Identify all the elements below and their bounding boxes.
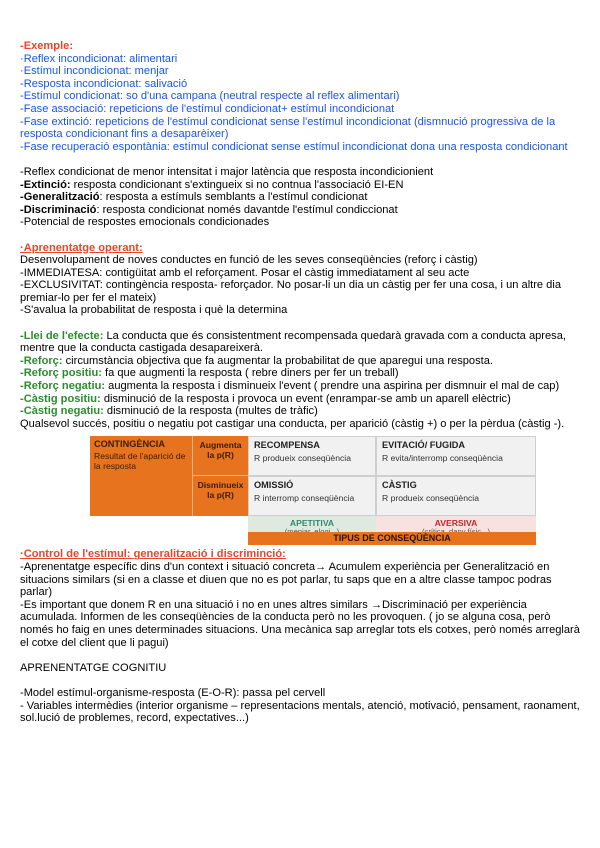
cognitiu-heading: APRENENTATGE COGNITIU — [20, 661, 167, 674]
definition: : resposta condicionat només davantde l'estímul condiccionat — [96, 203, 398, 216]
definition: disminució de la resposta (multes de tràfic) — [103, 405, 318, 418]
reforc-positiu — [20, 367, 586, 380]
example-item: -Fase recuperació espontània: estímul condicionat sense estímul incondicionat dona una resposta condicionant — [20, 140, 568, 153]
example-item: -Estímul condicionat: so d'una campana (neutral respecte al reflex alimentari) — [20, 90, 400, 103]
term: -Càstig negatiu: — [20, 405, 104, 418]
control-heading: ·Control de l'estímul: generalització i discriminció: — [20, 548, 286, 561]
recompensa-desc: R produeix conseqüència — [254, 453, 351, 464]
recompensa-cell — [248, 436, 376, 476]
definition: disminució de la resposta i provoca un event (enrampar-se amb un aparell elèctric) — [100, 392, 511, 405]
document-page — [20, 40, 586, 725]
cognitiu-line: -Model estímul-organisme-resposta (E-O-R): passa pel cervell — [20, 686, 326, 699]
disminueix-cell: Disminueix la p(R) — [192, 476, 248, 516]
classical-note-discriminacio — [20, 204, 586, 217]
definition: augmenta la resposta i disminueix l'event ( prendre una aspirina per dismnuir el mal de cap) — [105, 380, 560, 393]
operant-heading: ·Aprenentatge operant: — [20, 241, 143, 254]
classical-note-generalitzacio — [20, 191, 586, 204]
classical-note: -Potencial de respostes emocionals condicionades — [20, 216, 270, 229]
omissio-title: OMISSIÓ — [254, 480, 294, 491]
control-line: -Es important que donem R en una situació i no en unes altres similars →Discriminació per experiència acumulada. Informen de les conseqüències de la conducta però no les provoquen. ( jo se alguna cosa, però només ho faig en unes determinades situacions. Una mecànica sap arreglar tots els cotxes, però només arreglarà el cotxe del client que li pagui) — [20, 598, 580, 649]
example-item: ·Reflex incondicionat: alimentari — [20, 52, 178, 65]
example-item: -Fase associació: repeticions de l'estímul condicionat+ estímul incondicionat — [20, 102, 395, 115]
llei-efecte — [20, 330, 586, 355]
term: -Extinció: — [20, 178, 71, 191]
omissio-cell — [248, 476, 376, 516]
definition: fa que augmenti la resposta ( rebre diners per fer un treball) — [101, 367, 399, 380]
castig-title: CÀSTIG — [382, 480, 417, 491]
apetitiva-title: APETITIVA — [289, 518, 335, 529]
castig-positiu — [20, 393, 586, 406]
term: -Llei de l'efecte: — [20, 329, 104, 342]
contingencia-cell — [90, 436, 192, 516]
definition: circumstància objectiva que fa augmentar la probabilitat de que aparegui una resposta. — [62, 354, 493, 367]
classical-note: -Reflex condicionat de menor intensitat i major latència que resposta incondicionient — [20, 165, 434, 178]
evitacio-title: EVITACIÓ/ FUGIDA — [382, 440, 466, 451]
cognitiu-line: - Variables intermèdies (interior organisme – representacions mentals, atenció, motivació, pensament, raonament, sol.lució de problemes, record, expectatives...) — [20, 699, 580, 725]
tipus-consequencia-bar: TIPUS DE CONSEQÜÈNCIA — [248, 532, 536, 545]
recompensa-title: RECOMPENSA — [254, 440, 320, 451]
term: -Discriminació — [20, 203, 97, 216]
term: -Reforç: — [20, 354, 63, 367]
consequence-table-figure — [20, 436, 586, 544]
operant-line: -IMMEDIATESA: contigüitat amb el reforçament. Posar el càstig immediatament al seu acte — [20, 266, 470, 279]
reforc-negatiu — [20, 380, 586, 393]
evitacio-cell — [376, 436, 536, 476]
definition: La conducta que és consistentment recompensada quedarà gravada com a conducta apresa, mentre que la conducta castigada desapareixerà. — [20, 329, 566, 355]
term: -Reforç positiu: — [20, 367, 102, 380]
castig-negatiu — [20, 405, 586, 418]
control-line: -Aprenentatge específic dins d'un context i situació concreta→ Acumulem experiència per Generalització en situacions similars (si en a classe et diuen que no es pot parlar, tu saps que en a altre classe tampoc podras parlar) — [20, 561, 552, 599]
reforc — [20, 355, 586, 368]
operant-line: -S'avalua la probabilitat de resposta i què la determina — [20, 304, 288, 317]
evitacio-desc: R evita/interromp conseqüència — [382, 453, 503, 464]
term: -Reforç negatiu: — [20, 380, 106, 393]
example-heading: -Exemple: — [20, 40, 74, 52]
definition: resposta condicionant s'extingueix si no contnua l'associació EI-EN — [70, 178, 404, 191]
augmenta-cell: Augmenta la p(R) — [192, 436, 248, 476]
contingencia-label: CONTINGÈNCIA — [94, 439, 165, 450]
example-item: ·Estímul incondicionat: menjar — [20, 65, 169, 78]
operant-line: -EXCLUSIVITAT: contingència resposta- reforçador. No posar-li un dia un càstig per fer una cosa, i un altre dia premiar-lo per fer el mateix) — [20, 279, 561, 304]
omissio-desc: R interromp conseqüència — [254, 493, 355, 504]
term: -Generalització — [20, 191, 100, 204]
effect-summary: Qualsevol succés, positiu o negatiu pot castigar una conducta, per aparició (càstig +) o per la pèrdua (càstig -). — [20, 417, 565, 430]
aversiva-title: AVERSIVA — [434, 518, 478, 529]
definition: : resposta a estímuls semblants a l'estímul condicionat — [99, 191, 368, 204]
example-item: -Fase extinció: repeticions de l'estímul condicionat sense l'estímul incondicionat (dismnució progressiva de la resposta condicionant fins a desaparèixer) — [20, 115, 556, 141]
castig-cell — [376, 476, 536, 516]
operant-line: Desenvolupament de noves conductes en funció de les seves conseqüències (reforç i càstig) — [20, 254, 478, 267]
example-item: -Resposta incondicionat: salivació — [20, 77, 188, 90]
classical-note-extincio — [20, 179, 586, 192]
term: -Càstig positiu: — [20, 392, 101, 405]
resultat-label: Resultat de l'aparició de la resposta — [94, 451, 186, 472]
castig-desc: R produeix conseqüència — [382, 493, 479, 504]
